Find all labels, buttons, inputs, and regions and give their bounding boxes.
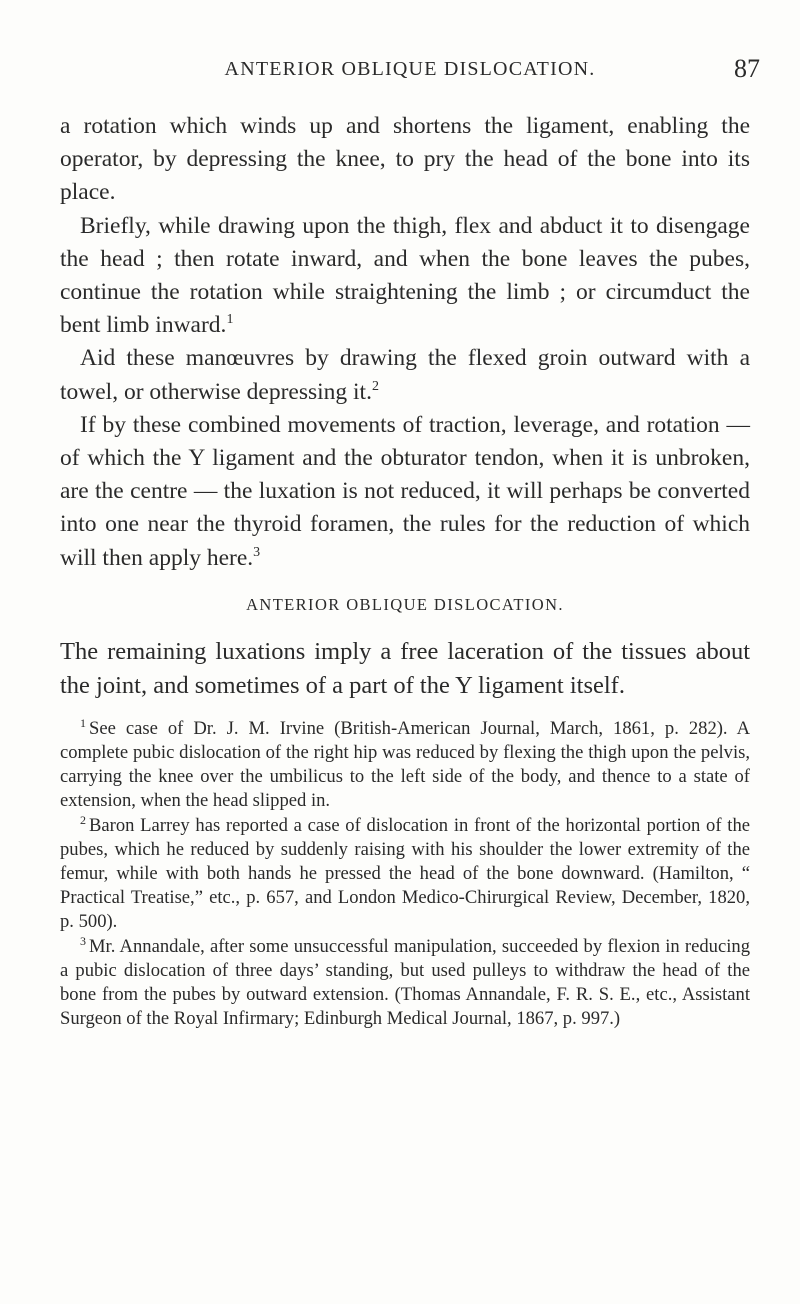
footnote-3-mark: 3 (80, 933, 86, 948)
footnote-2-mark: 2 (80, 812, 86, 827)
paragraph-4-text: If by these combined movements of traction, leverage, and rotation — of which the Y ligament and the obturator tendon, when it is unbroken, are the centre — the luxation is not reduced, it will perhaps be converted into one near the thyroid foramen, the rules for the reduction of which will then apply here. (60, 411, 750, 571)
running-header (60, 54, 760, 88)
paragraph-4 (60, 409, 750, 575)
footnote-2-text: Baron Larrey has reported a case of dislocation in front of the horizontal portion of the pubes, which he reduced by suddenly raising with his shoulder the lower extremity of the femur, while with both hands he pressed the head of the bone downward. (Hamilton, “ Practical Treatise,” etc., p. 657, and London Medico-Chirurgical Review, December, 1820, p. 500). (60, 814, 750, 933)
paragraph-2-text: Briefly, while drawing upon the thigh, flex and abduct it to disengage the head ; then rotate inward, and when the bone leaves the pubes, continue the rotation while straightening the limb ; or circumduct the bent limb inward. (60, 212, 750, 339)
footnote-1-mark: 1 (80, 715, 86, 730)
running-title: ANTERIOR OBLIQUE DISLOCATION. (224, 58, 596, 80)
page-number: 87 (734, 54, 760, 83)
footnote-ref-2: 2 (371, 378, 379, 394)
paragraph-1 (60, 110, 750, 210)
footnote-1-text: See case of Dr. J. M. Irvine (British-American Journal, March, 1861, p. 282). A complete pubic dislocation of the right hip was reduced by flexing the thigh upon the pelvis, carrying the knee over the umbilicus to the left side of the body, and thence to a state of extension, when the head slipped in. (60, 717, 750, 812)
body-text (60, 110, 750, 1031)
paragraph-3 (60, 342, 750, 408)
footnotes (60, 717, 750, 1032)
paragraph-2 (60, 210, 750, 343)
section-heading: ANTERIOR OBLIQUE DISLOCATION. (246, 594, 564, 614)
footnote-3-text: Mr. Annandale, after some unsuccessful manipulation, succeeded by flexion in reducing a pubic dislocation of three days’ standing, but used pulleys to withdraw the head of the bone from the pubes by outward extension. (Thomas Annandale, F. R. S. E., etc., Assistant Surgeon of the Royal Infirmary; Edinburgh Medical Journal, 1867, p. 997.) (60, 935, 750, 1030)
footnote-ref-1: 1 (226, 312, 234, 328)
footnote-1 (60, 717, 750, 814)
footnote-3 (60, 935, 750, 1032)
footnote-ref-3: 3 (253, 544, 261, 560)
footnote-2 (60, 814, 750, 935)
section-paragraph: The remaining luxations imply a free laceration of the tissues about the joint, and sometimes of a part of the Y ligament itself. (60, 637, 750, 699)
paragraph-3-text: Aid these manœuvres by drawing the flexed groin outward with a towel, or otherwise depressing it. (60, 345, 750, 405)
paragraph-1-text: a rotation which winds up and shortens the ligament, enabling the operator, by depressing the knee, to pry the head of the bone into its place. (60, 113, 750, 206)
